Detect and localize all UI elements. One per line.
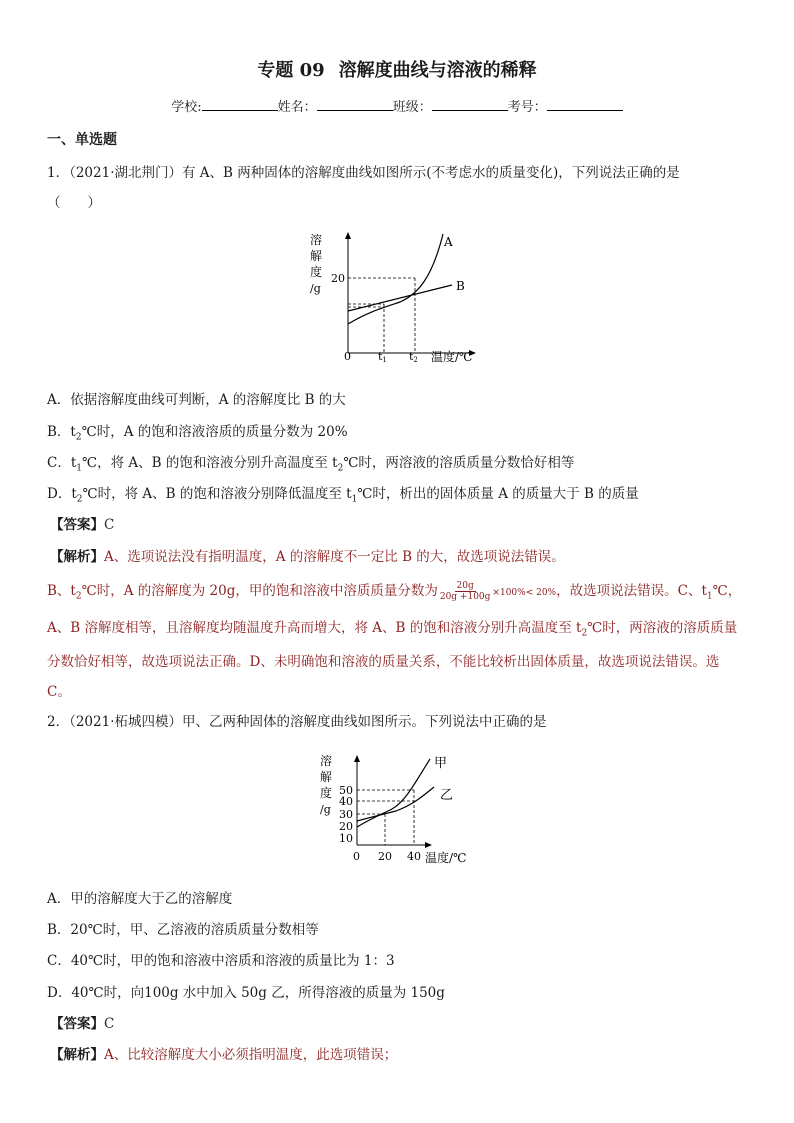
q2-ytick-30: 30 [339,808,353,821]
q1-legend-b: B [456,279,465,293]
q1-stem: 1．（2021·湖北荆门）有 A、B 两种固体的溶解度曲线如图所示(不考虑水的质量变化)，下列说法正确的是 [47,165,680,181]
q1-ytick-20: 20 [331,272,345,285]
q2-legend-yi: 乙 [440,788,454,803]
q2-ytick-20: 20 [339,820,353,833]
q1-analysis-line-3: A、B 溶解度相等，且溶解度均随温度升高而增大，将 A、B 的饱和溶液分别升高温度至 $t_2℃$时，两溶液的溶质质量 [47,620,738,639]
q1-paren: （ ） [47,195,101,211]
class-blank[interactable] [432,98,508,111]
q2-answer: 【答案】C [50,1016,115,1032]
q2-y-arrow [354,755,360,762]
q2-option-c: C．40℃时，甲的饱和溶液中溶质和溶液的质量比为 1：3 [47,953,395,969]
q1-option-c: C．$t_1℃$，将 A、B 的饱和溶液分别升高温度至 $t_2℃$时，两溶液的溶质质量分数恰好相等 [47,455,575,474]
q1-analysis-line-4: 分数恰好相等，故选项说法正确。D、未明确饱和溶液的质量关系，不能比较析出固体质量，故选项说法错误。选 [47,654,720,670]
q1-answer: 【答案】C [50,517,115,533]
q1-option-d: D．$t_2℃$时，将 A、B 的饱和溶液分别降低温度至 $t_1℃$时，析出的固体质量 A 的质量大于 B 的质量 [47,486,639,505]
student-info-line [0,96,794,115]
q1-analysis-line-5: C。 [47,684,71,700]
q1-ylabel-3: 度 [310,265,323,279]
q1-fraction: $\frac{20g}{20g +100g}$ [439,581,491,602]
q2-option-b: B．20℃时，甲、乙溶液的溶质质量分数相等 [47,922,319,938]
q1-option-b: B．$t_2℃$时，A 的饱和溶液溶质的质量分数为 20% [47,424,348,443]
q1-analysis-line-2: B、$t_2℃$时，A 的溶解度为 20g，甲的饱和溶液中溶质质量分数为 $\frac{20g}{20g +100g}$ ×100%< 20%，故选项说法错误。C、$t_1℃$， [47,581,742,602]
q1-ylabel-1: 溶 [310,233,323,247]
q2-x-arrow [425,842,432,848]
q2-xtick-0: 0 [353,850,360,863]
name-blank[interactable] [317,98,393,111]
q1-ylabel-2: 解 [310,249,323,263]
class-label: 班级： [392,100,432,115]
q2-ylabel-4: /g [320,803,331,816]
school-blank[interactable] [202,98,278,111]
q2-ylabel-2: 解 [320,770,333,784]
title-main: 溶解度曲线与溶液的稀释 [338,60,537,81]
q2-xlabel: 温度/℃ [425,851,467,865]
school-label: 学校: [171,100,202,115]
q1-y-arrow [345,232,351,239]
q1-analysis-line-1: 【解析】A、选项说法没有指明温度，A 的溶解度不一定比 B 的大，故选项说法错误。 [50,549,565,565]
q1-solubility-chart [300,228,490,368]
q2-ylabel-3: 度 [320,786,333,800]
q2-xtick-20: 20 [378,850,392,863]
title-prefix: 专题 09 [257,60,325,81]
page-title [0,56,794,82]
q2-xtick-40: 40 [407,850,421,863]
q2-legend-jia: 甲 [434,756,448,771]
q2-stem: 2．（2021·柘城四模）甲、乙两种固体的溶解度曲线如图所示。下列说法中正确的是 [47,714,547,730]
q1-xtick-t1: t1 [378,350,387,364]
exam-no-blank[interactable] [547,98,623,111]
q1-legend-a: A [444,235,453,249]
q1-option-a: A．依据溶解度曲线可判断，A 的溶解度比 B 的大 [47,392,346,408]
q2-ylabel-1: 溶 [320,754,333,768]
q2-option-d: D．40℃时，向100g 水中加入 50g 乙，所得溶液的质量为 150g [47,985,445,1001]
q2-ytick-10: 10 [339,832,353,845]
exam-no-label: 考号： [507,100,547,115]
section-heading: 一、单选题 [47,132,117,148]
q2-curve-yi [357,787,434,821]
q1-curve-a [348,234,443,324]
q1-xtick-t2: t2 [409,350,418,364]
q1-origin: 0 [344,350,351,363]
q2-curve-jia [357,759,430,827]
q2-solubility-chart [308,745,488,873]
q1-xlabel: 温度/℃ [431,350,473,364]
q2-ytick-40: 40 [339,795,353,808]
q2-analysis-line-1: 【解析】A、比较溶解度大小必须指明温度，此选项错误； [50,1047,398,1063]
q2-ytick-50: 50 [339,784,353,797]
name-label: 姓名： [277,100,317,115]
q1-ylabel-4: /g [310,282,321,295]
q2-option-a: A．甲的溶解度大于乙的溶解度 [47,891,233,907]
